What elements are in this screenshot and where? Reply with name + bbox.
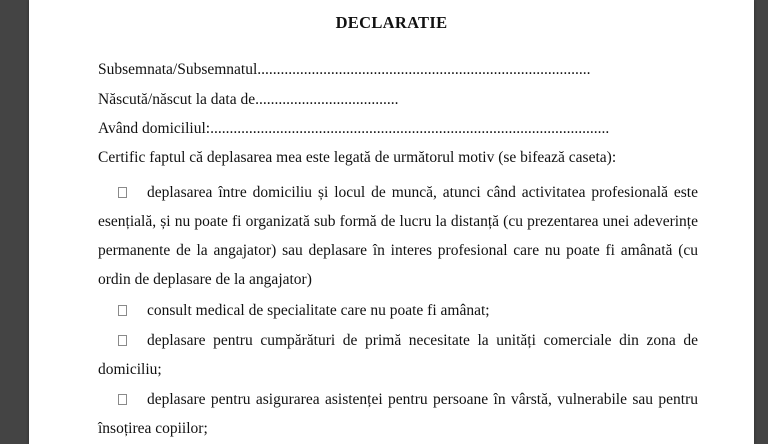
option-medical — [98, 296, 698, 325]
option-elderly-assistance — [98, 385, 698, 443]
empty-checkbox-icon[interactable] — [118, 187, 127, 198]
option-text: deplasare pentru cumpărături de primă necesitate la unități comerciale din zona de domiciliu; — [98, 332, 698, 378]
certify-statement: Certific faptul că deplasarea mea este legată de următorul motiv (se bifează caseta): — [98, 149, 617, 166]
option-text: consult medical de specialitate care nu poate fi amânat; — [147, 302, 490, 319]
name-field-line: Subsemnata/Subsemnatul...................................................................................... — [98, 61, 591, 78]
empty-checkbox-icon[interactable] — [118, 335, 127, 346]
address-field-line: Având domiciliul:....................................................................................................... — [98, 120, 610, 137]
option-shopping — [98, 326, 698, 384]
document-page — [29, 0, 754, 444]
option-work-travel — [98, 178, 698, 294]
document-title: DECLARATIE — [335, 13, 448, 32]
empty-checkbox-icon[interactable] — [118, 394, 127, 405]
option-text: deplasarea între domiciliu și locul de muncă, atunci când activitatea profesională este esențială, și nu poate fi organizată sub formă de lucru la distanță (cu prezentarea unei adeverințe permanente de la angajator) sau deplasare în interes profesional care nu poate fi amânată (cu ordin de deplasare de la angajator) — [98, 184, 698, 288]
birth-date-field-line: Născută/născut la data de..................................... — [98, 91, 399, 108]
empty-checkbox-icon[interactable] — [118, 305, 127, 316]
option-text: deplasare pentru asigurarea asistenței pentru persoane în vârstă, vulnerabile sau pentru însoțirea copiilor; — [98, 391, 698, 437]
